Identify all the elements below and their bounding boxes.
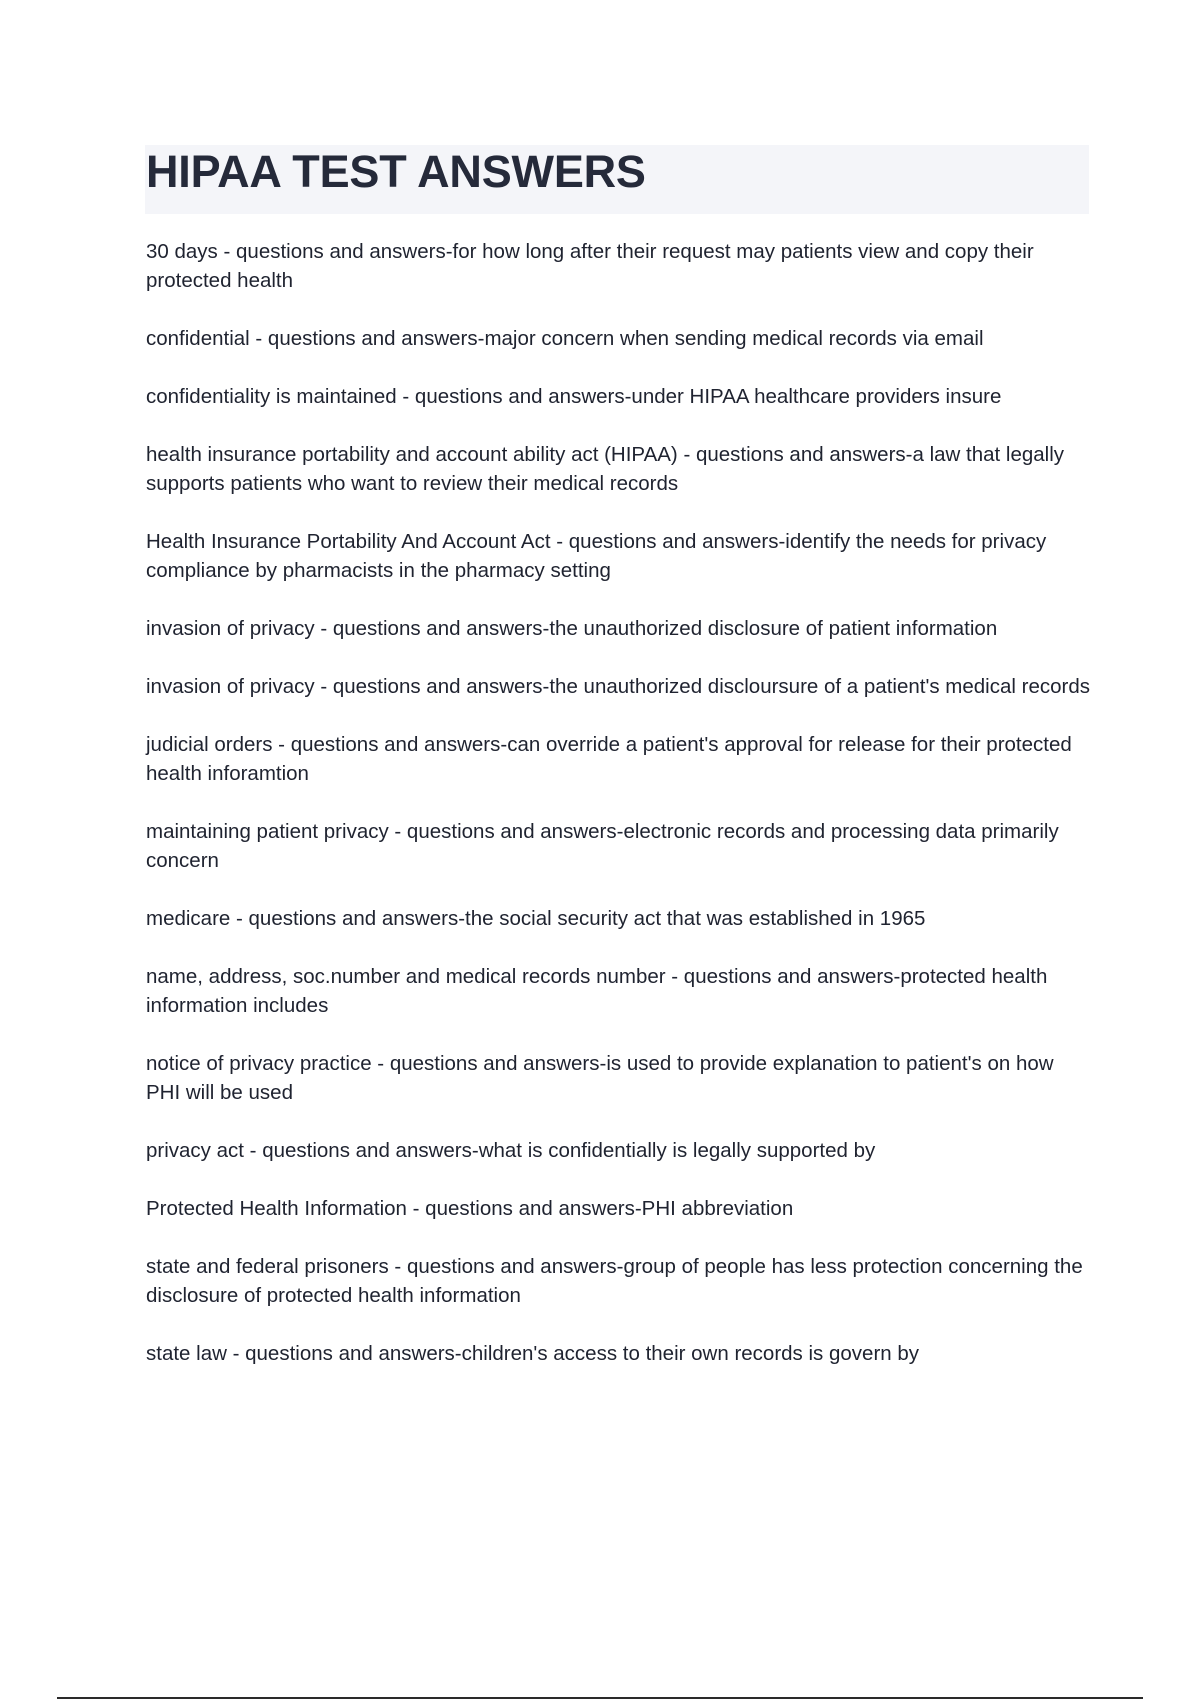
footer-rule — [57, 1697, 1143, 1699]
qa-entry: invasion of privacy - questions and answers-the unauthorized disclosure of patient information — [146, 617, 998, 640]
qa-entry: 30 days - questions and answers-for how long after their request may patients view and copy their protected health — [146, 240, 1034, 292]
qa-entry: confidential - questions and answers-major concern when sending medical records via email — [146, 327, 984, 350]
qa-entry: medicare - questions and answers-the social security act that was established in 1965 — [146, 907, 926, 930]
qa-entry: Health Insurance Portability And Account Act - questions and answers-identify the needs for privacy compliance by pharmacists in the pharmacy setting — [146, 530, 1047, 582]
qa-entry: Protected Health Information - questions and answers-PHI abbreviation — [146, 1197, 794, 1220]
qa-entry: health insurance portability and account ability act (HIPAA) - questions and answers-a law that legally supports patients who want to review their medical records — [146, 443, 1065, 495]
qa-entry: name, address, soc.number and medical records number - questions and answers-protected health information includes — [146, 965, 1048, 1017]
qa-entry: judicial orders - questions and answers-can override a patient's approval for release for their protected health inforamtion — [146, 733, 1072, 785]
qa-entry: invasion of privacy - questions and answers-the unauthorized discloursure of a patient's medical records — [146, 675, 1090, 698]
qa-entry: privacy act - questions and answers-what is confidentially is legally supported by — [146, 1139, 876, 1162]
qa-entry: notice of privacy practice - questions and answers-is used to provide explanation to patient's on how PHI will be used — [146, 1052, 1054, 1104]
qa-entry: state law - questions and answers-children's access to their own records is govern by — [146, 1342, 920, 1365]
qa-entry-list — [146, 237, 1091, 1397]
qa-entry: confidentiality is maintained - questions and answers-under HIPAA healthcare providers insure — [146, 385, 1002, 408]
page-title: HIPAA TEST ANSWERS — [146, 146, 646, 197]
qa-entry: state and federal prisoners - questions and answers-group of people has less protection concerning the disclosure of protected health information — [146, 1255, 1083, 1307]
qa-entry: maintaining patient privacy - questions and answers-electronic records and processing data primarily concern — [146, 820, 1059, 872]
